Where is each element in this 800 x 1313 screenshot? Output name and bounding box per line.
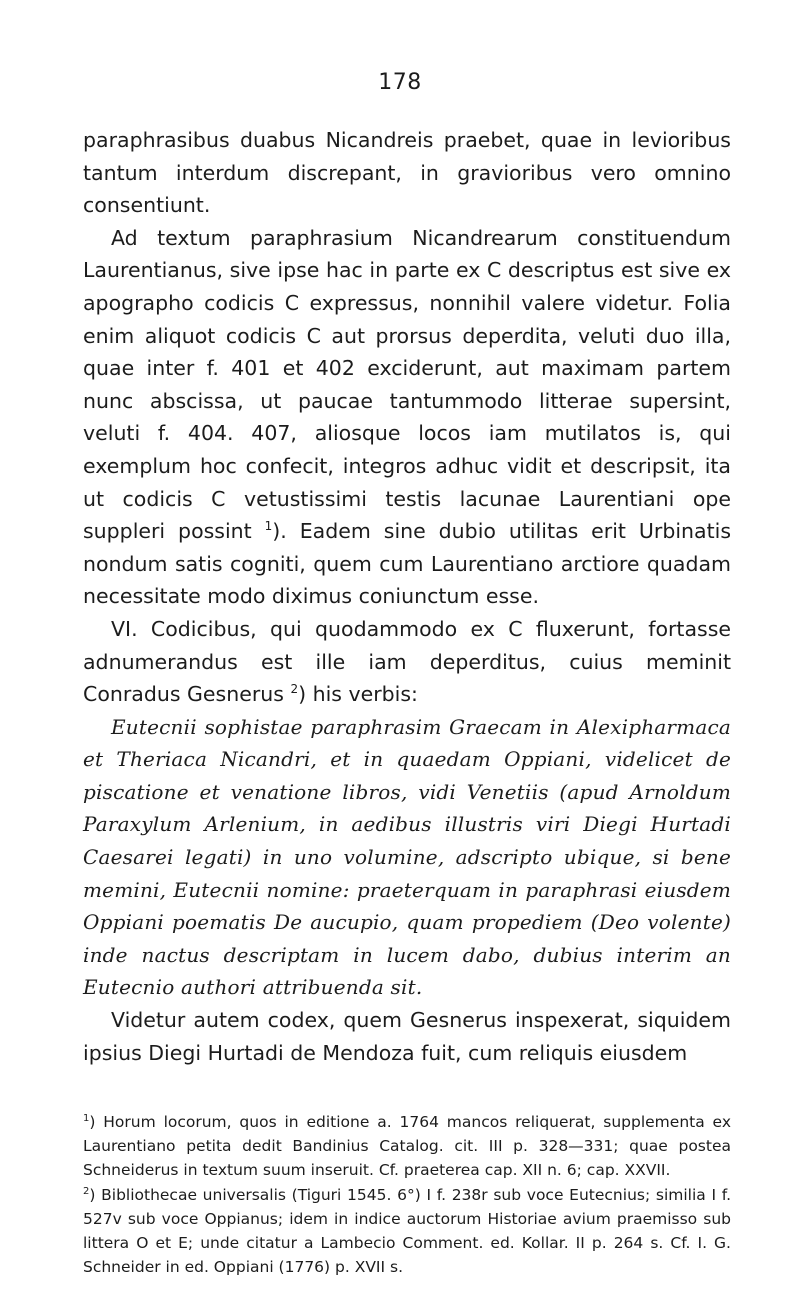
footnote-ref-2: 2 [290,682,299,697]
footnotes [83,1110,731,1279]
footnote-ref-1: 1 [264,519,273,534]
paragraph-2-part-2: . Eadem sine dubio utilitas erit Urbinatis nondum satis cogniti, quem cum Laurentiano arctiore quadam necessitate modo diximus coniunctum esse. [83,519,731,609]
footnote-1: $^1$) Horum locorum, quos in editione a. 1764 mancos reliquerat, supplementa ex Laurentiano petita dedit Bandinius Catalog. cit. III p. 328—331; quae postea Schneiderus in textum suum inseruit. Cf. praeterea cap. XII n. 6; cap. XXVII. [83,1112,731,1180]
footnote-2-text: Bibliothecae universalis (Tiguri 1545. 6°) I f. 238r sub voce Eutecnius; similia I f. 527v sub voce Oppianus; idem in indice auctorum Historiae avium praemisso sub littera O et E; unde citatur a Lambecio Comment. ed. Kollar. II p. 264 s. Cf. I. G. Schneider in ed. Oppiani (1776) p. XVII s. [83,1185,731,1277]
main-text [83,124,731,1069]
footnote-1-text: Horum locorum, quos in editione a. 1764 mancos reliquerat, supplementa ex Laurentiano petita dedit Bandinius Catalog. cit. III p. 328—331; quae postea Schneiderus in textum suum inseruit. Cf. praeterea cap. XII n. 6; cap. XXVII. [83,1113,731,1180]
paragraph-3-part-2: his verbis: [306,682,418,707]
paragraph-2: Ad textum paraphrasium Nicandrearum constituendum Laurentianus, sive ipse hac in parte ex C descriptus est sive ex apographo codicis C expressus, nonnihil valere videtur. Folia enim aliquot codicis C aut prorsus deperdita, veluti duo illa, quae inter f. 401 et 402 exciderunt, aut maximam partem nunc abscissa, ut paucae tantummodo litterae supersint, veluti f. 404. 407, aliosque locos iam mutilatos is, qui exemplum hoc confecit, integros adhuc vidit et descripsit, ita ut codicis C vetustissimi testis lacunae Laurentiani ope suppleri possint $^1$). Eadem sine dubio utilitas erit Urbinatis nondum satis cogniti, quem cum Laurentiano arctiore quadam necessitate modo diximus coniunctum esse. [83,225,731,609]
paragraph-3: VI. Codicibus, qui quodammodo ex C fluxerunt, fortasse adnumerandus est ille iam deperditus, cuius meminit Conradus Gesnerus $^2$) his verbis: [83,616,731,707]
gesner-quotation: Eutecnii sophistae paraphrasim Graecam in Alexipharmaca et Theriaca Nicandri, et in quaedam Oppiani, videlicet de piscatione et venatione libros, vidi Venetiis (apud Arnoldum Paraxylum Arlenium, in aedibus illustris viri Diegi Hurtadi Caesarei legati) in uno volumine, adscripto ubique, si bene memini, Eutecnii nomine: praeterquam in paraphrasi eiusdem Oppiani poematis De aucupio, quam propediem (Deo volente) inde nactus descriptam in lucem dabo, dubius interim an Eutecnio authori attribuenda sit. [83,714,731,1000]
page-number: 178 [378,70,422,95]
footnote-2-mark: 2 [83,1185,90,1197]
paragraph-1: paraphrasibus duabus Nicandreis praebet, quae in levioribus tantum interdum discrepant, in gravioribus vero omnino consentiunt. [83,128,731,218]
footnote-1-mark: 1 [83,1112,90,1124]
paragraph-2-part-1: Ad textum paraphrasium Nicandrearum constituendum Laurentianus, sive ipse hac in parte ex C descriptus est sive ex apographo codicis C expressus, nonnihil valere videtur. Folia enim aliquot codicis C aut prorsus deperdita, veluti duo illa, quae inter f. 401 et 402 exciderunt, aut maximam partem nunc abscissa, ut paucae tantummodo litterae supersint, veluti f. 404. 407, aliosque locos iam mutilatos is, qui exemplum hoc confecit, integros adhuc vidit et descripsit, ita ut codicis C vetustissimi testis lacunae Laurentiani ope suppleri possint [83,225,731,544]
footnote-2: $^2$) Bibliothecae universalis (Tiguri 1545. 6°) I f. 238r sub voce Eutecnius; similia I f. 527v sub voce Oppianus; idem in indice auctorum Historiae avium praemisso sub littera O et E; unde citatur a Lambecio Comment. ed. Kollar. II p. 264 s. Cf. I. G. Schneider in ed. Oppiani (1776) p. XVII s. [83,1185,731,1277]
paragraph-4: Videtur autem codex, quem Gesnerus inspexerat, siquidem ipsius Diegi Hurtadi de Mendoza fuit, cum reliquis eiusdem [83,1008,731,1065]
paragraph-3-part-1: VI. Codicibus, qui quodammodo ex C fluxerunt, fortasse adnumerandus est ille iam deperditus, cuius meminit Conradus Gesnerus [83,616,731,707]
